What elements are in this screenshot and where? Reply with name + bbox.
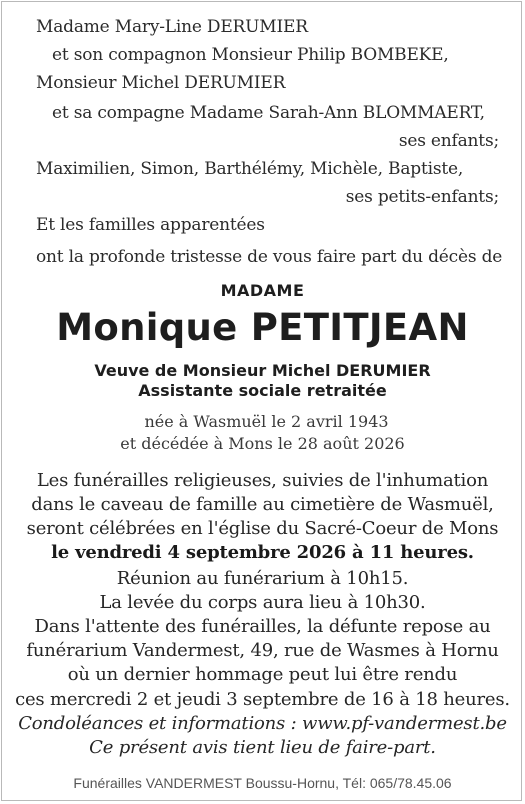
faire-part-line: Ce présent avis tient lieu de faire-part.	[89, 737, 436, 758]
family-line-3: Monsieur Michel DERUMIER	[36, 73, 286, 93]
birth-info: née à Wasmuël le 2 avril 1943	[144, 412, 389, 431]
funeral-line-3: seront célébrées en l'église du Sacré-Coeur de Mons	[26, 518, 499, 539]
funeral-line-10: ces mercredi 2 et jeudi 3 septembre de 16 à 18 heures.	[15, 689, 510, 710]
funeral-line-1: Les funérailles religieuses, suivies de l'inhumation	[36, 470, 489, 491]
funeral-date: le vendredi 4 septembre 2026 à 11 heures.	[51, 542, 474, 563]
funeral-line-7: Dans l'attente des funérailles, la défunte repose au	[34, 616, 491, 637]
deceased-title: MADAME	[220, 281, 305, 300]
funeral-line-9: où un dernier hommage peut lui être rendu	[67, 664, 458, 685]
deceased-widow-of: Veuve de Monsieur Michel DERUMIER	[94, 361, 431, 380]
death-info: et décédée à Mons le 28 août 2026	[120, 434, 405, 453]
family-line-grandchildren: Maximilien, Simon, Barthélémy, Michèle, Baptiste,	[36, 159, 464, 179]
family-role-children: ses enfants;	[398, 131, 499, 151]
family-line-2: et son compagnon Monsieur Philip BOMBEKE,	[52, 45, 449, 65]
family-line-4: et sa compagne Madame Sarah-Ann BLOMMAERT,	[52, 103, 485, 123]
deceased-profession: Assistante sociale retraitée	[138, 381, 387, 400]
deceased-name: Monique PETITJEAN	[56, 306, 469, 349]
family-role-grandchildren: ses petits-enfants;	[345, 187, 499, 207]
family-line-relatives: Et les familles apparentées	[36, 215, 265, 235]
condolences-line: Condoléances et informations : www.pf-vandermest.be	[18, 713, 507, 734]
funeral-line-2: dans le caveau de famille au cimetière de Wasmuël,	[31, 494, 494, 515]
funeral-gathering: Réunion au funérarium à 10h15.	[116, 568, 409, 589]
announcement-line: ont la profonde tristesse de vous faire part du décès de	[36, 247, 503, 267]
funeral-departure: La levée du corps aura lieu à 10h30.	[99, 592, 426, 613]
family-line-1: Madame Mary-Line DERUMIER	[36, 17, 308, 37]
funeral-home-footer: Funérailles VANDERMEST Boussu-Hornu, Tél: 065/78.45.06	[73, 775, 452, 791]
funeral-line-8: funérarium Vandermest, 49, rue de Wasmes à Hornu	[26, 640, 499, 661]
